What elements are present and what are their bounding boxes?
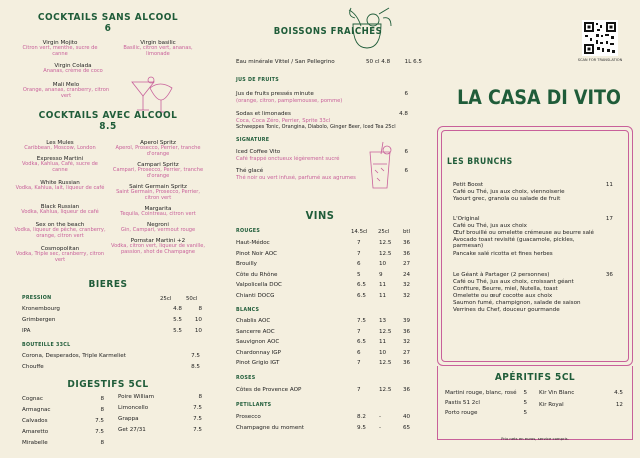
header-25cl: 25cl (378, 229, 390, 235)
bieres-title: BIERES (88, 279, 128, 290)
list-item (445, 400, 527, 410)
list-item (118, 394, 202, 405)
cocktails-right-list (110, 140, 206, 264)
item-price: 7.5 (95, 429, 104, 435)
item-name: Margarita (144, 206, 172, 212)
wine-25: 12.5 (379, 240, 392, 246)
wine-name: Côtes de Provence AOP (236, 387, 302, 393)
wine-25: 13 (379, 318, 387, 324)
brand-title: LA CASA DI VITO (457, 86, 621, 109)
jus-label: JUS DE FRUITS (236, 78, 280, 83)
digestifs-left-list (22, 396, 104, 451)
beer-name: Grimbergen (22, 317, 56, 323)
beer-price-25: 4.8 (173, 306, 182, 312)
item-price: 6 (404, 168, 408, 174)
wine-name: Chianti DOCG (236, 292, 275, 299)
wine-25: 11 (379, 339, 387, 345)
petillants-label: PETILLANTS (236, 403, 272, 408)
brunch-line: Avocado toast revisité (guacamole, pickles, parmesan) (453, 237, 575, 250)
qr-label: SCAN FOR TRANSLATION (577, 58, 623, 62)
item-desc: Gin, Campari, vermout rouge (120, 227, 196, 233)
list-item (112, 40, 204, 58)
wine-name: Côte du Rhône (236, 271, 278, 278)
beer-price: 7.5 (191, 353, 200, 359)
list-item (539, 390, 623, 402)
list-item (14, 180, 106, 204)
item-name: Virgin Colada (54, 63, 92, 69)
wine-btl: 39 (403, 318, 411, 324)
item-name: Pornstar Martini +2 (130, 238, 186, 244)
wine-btl: 24 (403, 271, 411, 278)
item-desc-2: Schweppes Tonic, Orangina, Diabolo, Ginger Beer, Iced Tea 25cl (236, 124, 396, 130)
brunch-name: Le Géant à Partager (2 personnes) (453, 272, 550, 278)
list-item (22, 429, 104, 440)
col-header-50cl: 50cl (186, 296, 198, 302)
wine-25: 10 (379, 261, 387, 267)
list-item (118, 405, 202, 416)
table-row (236, 111, 408, 117)
item-name: Negroni (147, 222, 169, 228)
item-name: Mirabelle (22, 440, 48, 446)
blancs-label: BLANCS (236, 308, 260, 313)
item-name: Get 27/31 (118, 427, 146, 433)
list-item (18, 63, 128, 75)
item-desc: Caribbean, Moscow, London (24, 145, 96, 151)
item-name: Jus de fruits pressés minute (236, 91, 314, 97)
wine-glass: 6 (357, 349, 361, 356)
wine-name: Champagne du moment (236, 425, 304, 431)
list-item (22, 396, 104, 407)
list-item (14, 222, 106, 246)
item-price: 7.5 (95, 418, 104, 424)
list-item (14, 246, 106, 264)
wine-glass: 6.5 (357, 339, 366, 345)
item-desc: Citron vert, menthe, sucre de canne (22, 45, 98, 57)
brunch-line: Café ou Thé, jus aux choix, croissant géant (453, 279, 574, 285)
blancs-table (236, 318, 417, 371)
item-name: Sex on the beach (35, 222, 85, 228)
item-name: Armagnac (22, 407, 51, 413)
item-price: 5 (523, 400, 527, 406)
aperitifs-title: APÉRITIFS 5CL (494, 372, 576, 383)
table-row (236, 293, 417, 304)
wine-btl: 36 (403, 387, 411, 393)
table-row (236, 91, 408, 97)
item-price: 6 (404, 91, 408, 97)
wine-name: Valpolicella DOC (236, 282, 282, 288)
table-row (236, 240, 417, 251)
wine-25: 11 (379, 282, 387, 288)
beer-name: Corona, Desperados, Triple Karmeliet (22, 353, 126, 359)
item-name: White Russian (40, 180, 80, 186)
brunchs-title: LES BRUNCHS (447, 157, 513, 167)
list-item (22, 407, 104, 418)
item-name: Poire William (118, 394, 155, 400)
item-name: Black Russian (40, 204, 80, 210)
brunch-price: 11 (605, 182, 613, 188)
wine-glass: 9.5 (357, 425, 366, 431)
brunch-name: Petit Boost (453, 182, 484, 188)
list-item (110, 222, 206, 238)
item-price: 7.5 (193, 405, 202, 411)
list-item (110, 238, 206, 264)
brunch-line: Yaourt grec, granola ou salade de fruit (453, 196, 561, 202)
wine-btl: 65 (403, 425, 411, 431)
item-desc: Vodka, Kahlua, liqueur de café (21, 209, 99, 215)
cocktails-avec-alcool-title: COCKTAILS AVEC ALCOOL (38, 110, 178, 121)
brunch-name: L'Original (453, 216, 480, 222)
rouges-label: ROUGES (236, 229, 261, 234)
header-btl: btl (403, 229, 411, 235)
beer-name: IPA (22, 328, 31, 334)
list-item (14, 140, 106, 156)
vins-title: VINS (305, 209, 335, 222)
table-row (22, 306, 202, 312)
table-row (236, 360, 417, 371)
wine-glass: 8.2 (357, 414, 366, 420)
item-desc: Vodka, Kahlua, lait, liqueur de café (15, 185, 105, 191)
item-desc: Thé noir ou vert infusé, parfumé aux agrumes (236, 175, 356, 181)
brunch-item-head (453, 182, 613, 188)
item-name: Limoncello (118, 405, 149, 411)
beer-price-50: 8 (198, 306, 202, 312)
wine-name: Sancerre AOC (236, 328, 275, 335)
wine-btl: 36 (403, 250, 411, 257)
item-name: Virgin Mojito (42, 40, 78, 46)
table-row (236, 272, 417, 283)
digestifs-right-list (118, 394, 202, 438)
item-name: Kir Vin Blanc (539, 390, 575, 396)
item-desc: Orange, ananas, cranberry, citron vert (22, 87, 110, 99)
cocktails-sans-alcool-title: COCKTAILS SANS ALCOOL (37, 12, 179, 23)
table-row (236, 425, 417, 436)
item-desc: Vodka, Kahlua, Café, sucre de canne (22, 161, 98, 173)
item-name: Eau minérale Vittel / San Pellegrino (236, 59, 335, 65)
table-row (236, 350, 417, 361)
wine-name: Chablis AOC (236, 318, 271, 324)
wine-name: Sauvignon AOC (236, 339, 280, 345)
digestifs-title: DIGESTIFS 5CL (67, 379, 149, 390)
table-row (22, 317, 202, 323)
iced-drink-icon (365, 140, 395, 192)
list-item (118, 427, 202, 438)
wine-25: 12.5 (379, 328, 392, 335)
right-column (427, 0, 640, 458)
wine-name: Chardonnay IGP (236, 349, 282, 356)
item-name: Porto rouge (445, 410, 478, 416)
wine-25: - (379, 425, 382, 431)
table-row (236, 59, 422, 65)
wine-glass: 5 (357, 271, 361, 278)
item-desc: (orange, citron, pamplemousse, pomme) (236, 98, 343, 104)
item-desc: Tequila, Cointreau, citron vert (120, 211, 196, 217)
qr-code-icon[interactable] (582, 20, 618, 56)
table-row (22, 364, 200, 370)
item-desc: Café frappé onctueux légèrement sucré (236, 156, 340, 162)
item-price: 4.5 (614, 390, 623, 396)
list-item (110, 184, 206, 206)
list-item (539, 402, 623, 414)
item-name: Thé glacé (236, 168, 264, 174)
item-name: Campari Spritz (137, 162, 179, 168)
list-item (14, 204, 106, 222)
list-item (110, 140, 206, 162)
wine-glass: 7 (357, 240, 361, 246)
brunch-line: Œuf brouillé ou omelette crémeuse au beurre salé (453, 230, 595, 236)
item-price-50: 50 cl 4.8 (366, 59, 391, 65)
wine-25: - (379, 414, 382, 420)
wine-glass: 7.5 (357, 318, 366, 324)
brunch-price: 17 (605, 216, 613, 222)
brunch-line: Verrines du Chef, douceur gourmande (453, 307, 560, 313)
header-14-5cl: 14.5cl (351, 229, 368, 235)
beer-price: 8.5 (191, 364, 200, 370)
table-row (236, 282, 417, 293)
item-price: 5 (523, 390, 527, 396)
beer-price-50: 10 (194, 328, 202, 334)
wine-name: Haut-Médoc (236, 240, 270, 246)
brunch-line: Pancake salé ricotta et fines herbes (453, 251, 553, 257)
item-price: 12 (615, 402, 623, 408)
wine-name: Prosecco (236, 414, 261, 420)
cocktails-avec-alcool-price: 8.5 (99, 121, 117, 132)
cocktails-left-list (14, 140, 106, 264)
bouteille-label: BOUTEILLE 33CL (22, 343, 71, 348)
list-item (22, 418, 104, 429)
aperitifs-right-list (539, 390, 623, 414)
wine-name: Pinot Noir AOC (236, 250, 278, 257)
item-desc: Ananas, crème de coco (43, 68, 103, 74)
item-name: Mali Melo (52, 82, 80, 88)
item-name: Iced Coffee Vito (236, 149, 281, 155)
wine-btl: 32 (403, 282, 411, 288)
cocktails-sans-alcool-price: 6 (104, 23, 112, 34)
item-desc: Aperol, Prosecco, Perrier, tranche d'orange (115, 145, 201, 157)
list-item (110, 206, 206, 222)
table-row (236, 251, 417, 262)
list-item (118, 416, 202, 427)
col-header-25cl: 25cl (160, 296, 172, 302)
item-price: 4.8 (399, 111, 408, 117)
roses-label: ROSES (236, 376, 256, 381)
item-name: Grappa (118, 416, 139, 422)
item-name: Les Mules (46, 140, 74, 146)
wine-btl: 36 (403, 240, 411, 246)
wine-25: 12.5 (379, 250, 392, 257)
middle-column (213, 0, 427, 458)
wine-glass: 6.5 (357, 282, 366, 288)
wine-btl: 36 (403, 328, 411, 335)
item-price-1l: 1L 6.5 (404, 59, 422, 65)
footer-note: Prix nets en euros, service compris. (501, 436, 569, 441)
left-column (0, 0, 213, 458)
boissons-title: BOISSONS FRAICHES (273, 26, 383, 37)
wine-25: 12.5 (379, 360, 392, 366)
wine-btl: 40 (403, 414, 411, 420)
item-price: 8 (198, 394, 202, 400)
list-item (14, 156, 106, 180)
wine-glass: 7 (357, 250, 361, 257)
table-row (22, 353, 200, 359)
beer-price-25: 5.5 (173, 317, 182, 323)
brunch-line: Confiture, Beurre, miel, Nutella, toast (453, 286, 558, 292)
wine-btl: 32 (403, 292, 411, 299)
list-item (110, 162, 206, 184)
rouges-table (236, 240, 417, 303)
table-row (236, 329, 417, 340)
item-name: Pastis 51 2cl (445, 400, 480, 406)
item-desc: Basilic, citron vert, ananas, limonade (123, 45, 193, 57)
beer-price-50: 10 (194, 317, 202, 323)
beer-name: Kronembourg (22, 306, 60, 312)
wine-btl: 27 (403, 261, 411, 267)
table-row (236, 339, 417, 350)
signature-label: SIGNATURE (236, 138, 270, 143)
brunch-item-head (453, 272, 613, 278)
brunch-line: Saumon fumé, champignon, salade de saison (453, 300, 581, 306)
item-desc: Coca, Coca Zéro, Perrier, Sprite 33cl (236, 118, 331, 124)
item-desc: Campari, Prosecco, Perrier, tranche d'orange (112, 167, 204, 179)
brunch-item-head (453, 216, 613, 222)
list-item (18, 40, 102, 58)
beer-price-25: 5.5 (173, 328, 182, 334)
item-name: Aperol Spritz (140, 140, 176, 146)
item-price: 8 (100, 440, 104, 446)
item-price: 7.5 (193, 416, 202, 422)
item-desc: Vodka, Triple sec, cranberry, citron vert (15, 251, 105, 263)
wine-glass: 7 (357, 360, 361, 366)
item-desc: Vodka, liqueur de pêche, cranberry, orange, citron vert (14, 227, 106, 239)
list-item (445, 390, 527, 400)
brunch-line: Omelette ou œuf cocotte aux choix (453, 293, 553, 299)
item-name: Sodas et limonades (236, 111, 291, 117)
wine-25: 10 (379, 349, 387, 356)
wine-glass: 7 (357, 387, 361, 393)
item-price: 8 (100, 407, 104, 413)
wine-btl: 27 (403, 349, 411, 356)
pression-label: PRESSION (22, 296, 52, 301)
list-item (445, 410, 527, 420)
item-name: Calvados (22, 418, 48, 424)
item-desc: Saint Germain, Prosecco, Perrier, citron vert (116, 189, 200, 201)
wine-btl: 36 (403, 360, 411, 366)
brunch-price: 36 (605, 272, 613, 278)
list-item (22, 440, 104, 451)
item-name: Cosmopolitan (40, 246, 80, 252)
list-item (18, 82, 114, 100)
brunch-line: Café ou Thé, jus aux choix (453, 223, 527, 229)
wine-glass: 6 (357, 261, 361, 267)
item-price: 5 (523, 410, 527, 416)
beer-name: Chouffe (22, 364, 44, 370)
brunch-line: Café ou Thé, jus aux choix, viennoiserie (453, 189, 565, 195)
item-desc: Vodka, citron vert, liqueur de vanille, passion, shot de Champagne (110, 243, 205, 255)
wine-btl: 32 (403, 339, 411, 345)
item-price: 6 (404, 149, 408, 155)
table-row (236, 387, 417, 393)
item-name: Martini rouge, blanc, rosé (445, 390, 517, 396)
wine-25: 12.5 (379, 387, 392, 393)
table-row (22, 328, 202, 334)
table-row (236, 261, 417, 272)
item-name: Virgin basilic (140, 40, 176, 46)
item-name: Amaretto (22, 429, 49, 435)
wine-name: Brouilly (236, 261, 257, 267)
petillants-table (236, 414, 417, 436)
wine-25: 9 (379, 271, 383, 278)
table-row (236, 414, 417, 425)
aperitifs-left-list (445, 390, 527, 420)
table-row (236, 318, 417, 329)
wine-25: 11 (379, 292, 387, 299)
item-name: Cognac (22, 396, 43, 402)
wine-glass: 6.5 (357, 292, 366, 299)
item-name: Kir Royal (539, 402, 564, 408)
item-name: Expresso Martini (36, 156, 84, 162)
wine-name: Pinot Grigio IGT (236, 360, 280, 366)
item-price: 7.5 (193, 427, 202, 433)
item-name: Saint Germain Spritz (129, 184, 187, 190)
wine-glass: 7 (357, 328, 361, 335)
item-price: 8 (100, 396, 104, 402)
